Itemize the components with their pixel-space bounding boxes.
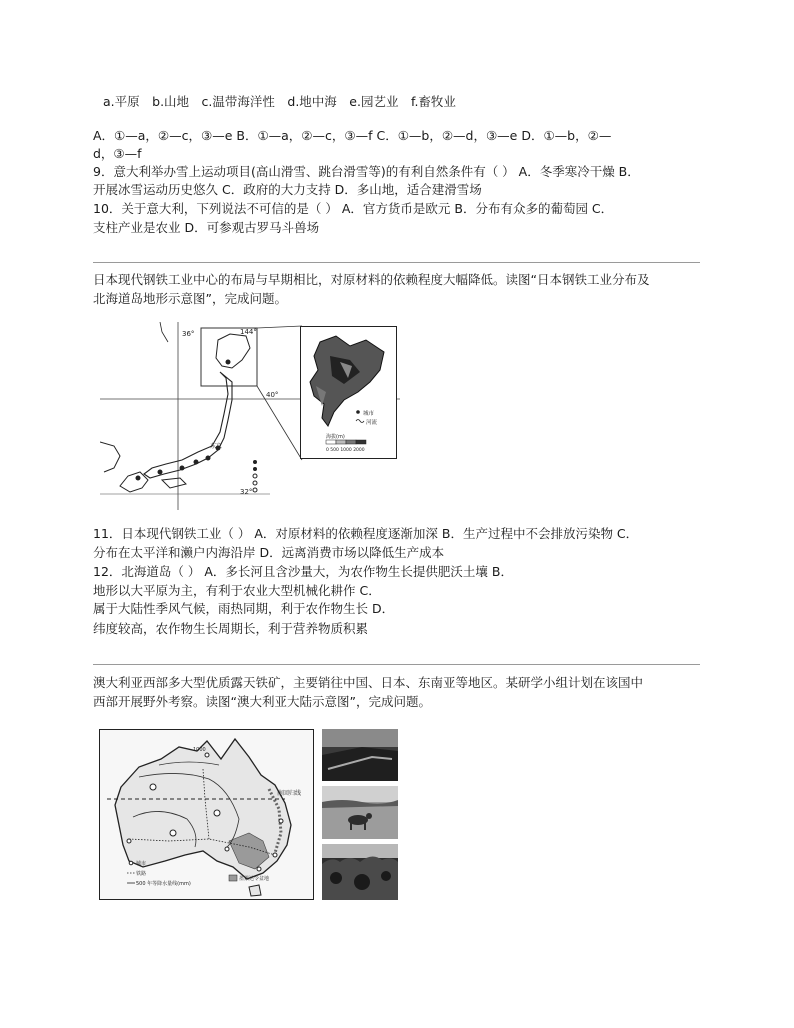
isohyet-1000-label: 1000 [193,747,206,753]
hokkaido-terrain-inset [300,326,397,459]
aus-legend-isohyet: 500 年等降水量线(mm) [136,881,191,887]
q10-line1: 10．关于意大利，下列说法不可信的是（ ） A．官方货币是欧元 B．分布有众多的葡萄园 C． [93,201,614,216]
australia-intro-line1: 澳大利亚西部多大型优质露天铁矿，主要销往中国、日本、东南亚等地区。某研学小组计划在该国中 [93,675,644,690]
tropic-of-capricorn-label: 南回归线 [277,790,302,797]
japan-intro-line2: 北海道岛地形示意图”，完成问题。 [93,291,287,306]
tokyo-label: 东京 [210,443,223,450]
section-divider-1 [93,262,700,263]
q11-line1: 11．日本现代钢铁工业（ ） A．对原材料的依赖程度逐渐加深 B．生产过程中不会排放污染物 C． [93,526,639,541]
aus-legend-rail: 铁路 [136,871,147,877]
q12-line2: 地形以大平原为主，有利于农业大型机械化耕作 C． [93,583,381,598]
photo-grassland-cattle [322,786,398,839]
hokkaido-legend-city: 城市 [363,411,375,417]
q10-line2: 支柱产业是农业 D．可参观古罗马斗兽场 [93,220,320,235]
q12-line4: 纬度较高，农作物生长周期长，利于营养物质积累 [93,621,369,636]
australia-continent-map [99,729,314,900]
q8-choices-line1: A．①—a，②—c，③—e B．①—a，②—c，③—f C．①—b，②—d，③—e D．①—b，②— [93,128,612,143]
photo-vegetation [322,844,398,900]
lat-36-label: 36° [182,330,195,338]
q12-line1: 12．北海道岛（ ） A．多长河且含沙量大，为农作物生长提供肥沃土壤 B． [93,564,513,579]
aus-legend-city: 城市 [136,861,147,867]
answer-options-line: a.平原 b.山地 c.温带海洋性 d.地中海 e.园艺业 f.畜牧业 [103,94,456,109]
q9-line2: 开展冰雪运动历史悠久 C．政府的大力支持 D．多山地，适合建滑雪场 [93,182,482,197]
elevation-scale-title: 海拔(m) [326,434,345,440]
lat-32-label: 32° [240,488,253,496]
q12-line3: 属于大陆性季风气候，雨热同期，利于农作物生长 D． [93,601,395,616]
q9-line1: 9．意大利举办雪上运动项目(高山滑雪、跳台滑雪等)的有利自然条件有（ ） A．冬季寒冷干燥 B． [93,164,640,179]
lat-40-label: 40° [266,391,279,399]
q8-choices-line2: d，③—f [93,146,142,161]
japan-intro-line1: 日本现代钢铁工业中心的布局与早期相比，对原材料的依赖程度大幅降低。读图“日本钢铁工业分布及 [93,272,650,287]
australia-intro-line2: 西部开展野外考察。读图“澳大利亚大陆示意图”，完成问题。 [93,694,431,709]
lon-144-label: 144° [240,328,257,336]
section-divider-2 [93,664,700,665]
hokkaido-legend-river: 河流 [366,420,378,426]
aus-legend-basin: 墨累达令盆地 [239,876,270,882]
photo-open-pit-mine [322,729,398,781]
q11-line2: 分布在太平洋和濑户内海沿岸 D．远离消费市场以降低生产成本 [93,545,445,560]
elevation-scale-ticks: 0 500 1000 2000 [326,448,365,453]
